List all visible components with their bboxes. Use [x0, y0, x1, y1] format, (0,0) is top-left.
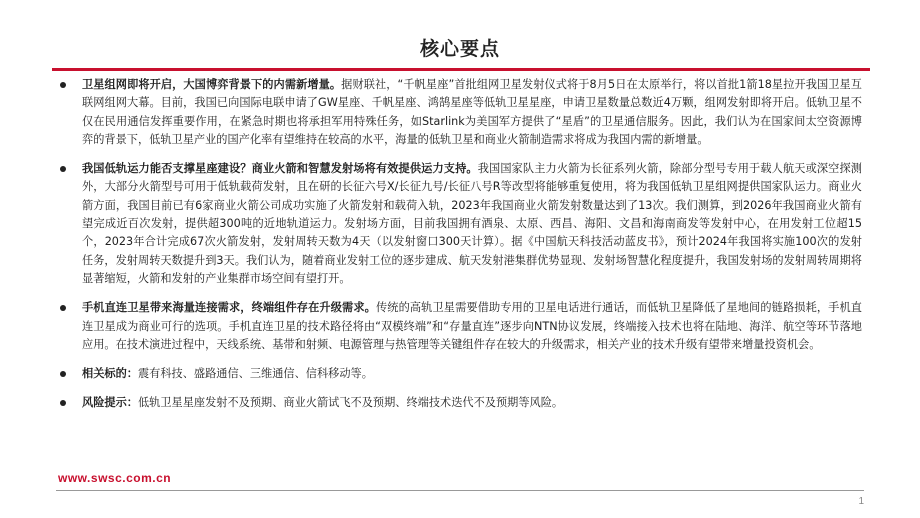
point-lead: 风险提示：: [82, 396, 138, 410]
footer-divider: [56, 490, 864, 491]
list-item: [56, 76, 862, 149]
bullet-icon: [60, 82, 66, 88]
bullet-icon: [60, 305, 66, 311]
bullet-icon: [60, 166, 66, 172]
list-item: [56, 160, 862, 288]
bullet-icon: [60, 400, 66, 406]
bullet-icon: [60, 371, 66, 377]
key-points-list: [56, 76, 862, 424]
point-body: 低轨卫星星座发射不及预期、商业火箭试飞不及预期、终端技术迭代不及预期等风险。: [137, 396, 564, 410]
point-lead: 手机直连卫星带来海量连接需求，终端组件存在升级需求。: [82, 301, 376, 315]
list-item: [56, 365, 862, 383]
footer-website: www.swsc.com.cn: [58, 471, 172, 485]
point-body: 传统的高轨卫星需要借助专用的卫星电话进行通话，而低轨卫星降低了星地间的链路损耗，手机直连卫星成为商业可行的选项。手机直连卫星的技术路径将由“双模终端”和“存量直连”逐步向NTN协议发展，终端接入技术也将在陆地、海洋、航空等环节落地应用。在技术演进过程中，天线系统、基带和射频、电源管理与热管理等关键组件存在较大的升级需求，相关产业的技术升级有望带来增量投资机会。: [82, 301, 862, 351]
point-body: 震有科技、盛路通信、三维通信、信科移动等。: [137, 367, 373, 381]
list-item: [56, 394, 862, 412]
page-title: 核心要点: [419, 38, 500, 60]
page-number: 1: [858, 496, 864, 507]
point-body: 我国国家队主力火箭为长征系列火箭，除部分型号专用于载人航天或深空探测外，大部分火箭型号可用于低轨载荷发射，且在研的长征六号X/长征九号/长征八号R等改型将能够重复使用，将为我国低轨卫星组网提供国家队运力。商业火箭方面，我国目前已有6家商业火箭公司成功实施了火箭发射和载荷入轨，2023年我国商业火箭发射数量达到了13次。我们测算，到2026年我国商业火箭有望完成近百次发射，提供超300吨的近地轨道运力。发射场方面，目前我国拥有酒泉、太原、西昌、海阳、文昌和海南商发等发射中心，在用发射工位超15个，2023年合计完成67次火箭发射，发射周转天数为4天（以发射窗口300天计算）。据《中国航天科技活动蓝皮书》，预计2024年我国将实施100次的发射任务，发射周转天数提升到3天。我们认为，随着商业发射工位的逐步建成、航天发射港集群优势显现、发射场智慧化程度提升，我国发射场的发射周转周期将显著缩短，火箭和发射的产业集群市场空间有望打开。: [82, 162, 862, 285]
point-lead: 相关标的：: [82, 367, 138, 381]
point-lead: 卫星组网即将开启，大国博弈背景下的内需新增量。: [82, 78, 342, 91]
point-body: 据财联社，“千帆星座”首批组网卫星发射仪式将于8月5日在太原举行，将以首批1箭18星拉开我国卫星互联网组网大幕。目前，我国已向国际电联申请了GW星座、千帆星座、鸿鹄星座等低轨卫星星座，申请卫星数量总数近4万颗，组网发射即将开启。低轨卫星不仅在民用通信发挥重要作用，在紧急时期也将承担军用特殊任务，如Starlink为美国军方提供了“星盾”的卫星通信服务。因此，我们认为在国家间太空资源博弈的背景下，低轨卫星产业的国产化率有望维持在较高的水平，海量的低轨卫星和商业火箭制造需求将成为我国内需的新增量。: [82, 78, 862, 146]
title-divider: [52, 68, 870, 71]
point-lead: 我国低轨运力能否支撑星座建设？商业火箭和智慧发射场将有效提供运力支持。: [82, 162, 478, 176]
list-item: [56, 299, 862, 354]
